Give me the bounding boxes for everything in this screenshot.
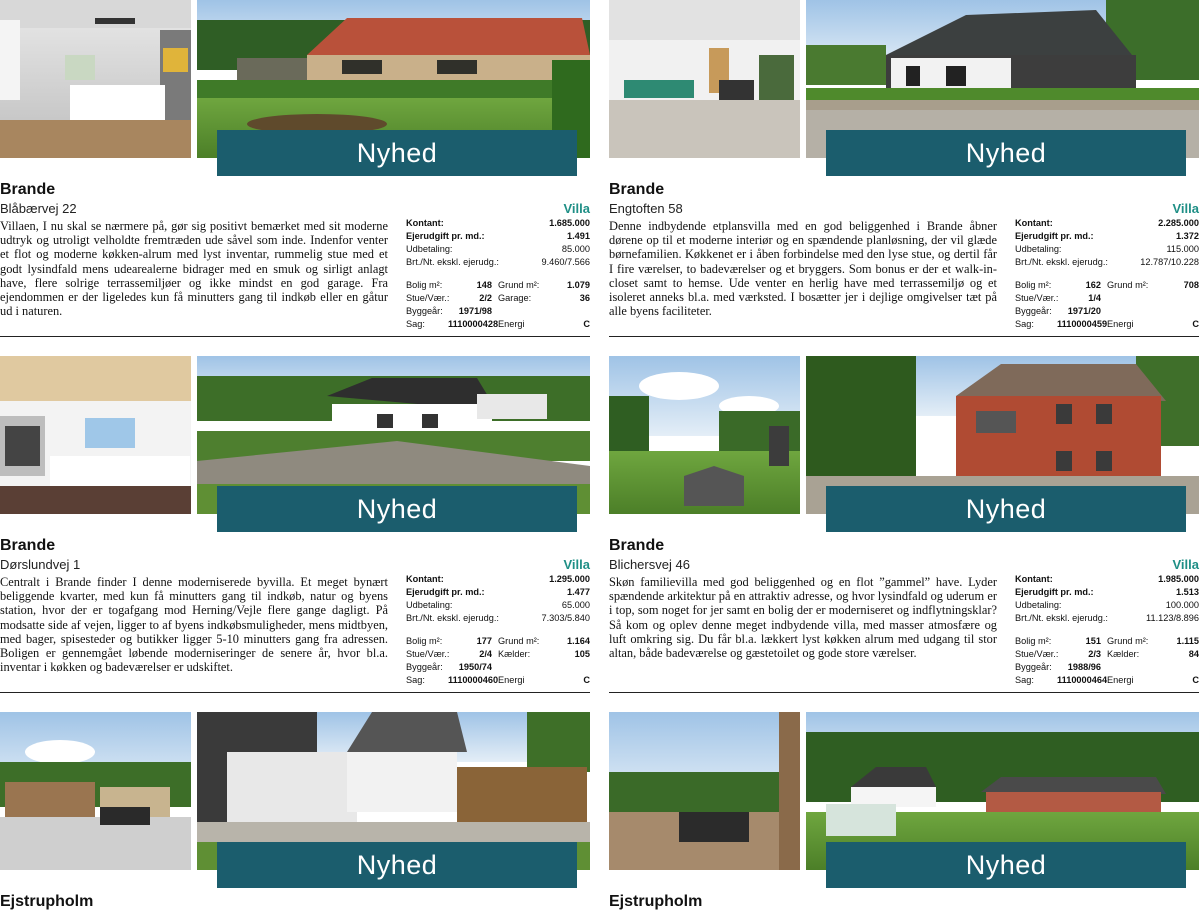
fact-label: Stue/Vær.: [406,649,450,659]
listing-photo-terrace[interactable] [609,712,800,870]
fact-label: Garage: [498,293,532,303]
fact-ejerudgift [406,230,590,243]
fact-value: 1950/74 [458,662,492,672]
listing-address: Dørslundvej 1 [0,557,81,572]
fact-brt-nt [406,256,590,269]
fact-value: 1.372 [1176,231,1199,241]
fact-label: Grund m²: [1107,280,1149,290]
fact-value: 65.000 [561,600,590,610]
fact-ejerudgift [1015,586,1199,599]
fact-kontant [1015,217,1199,230]
fact-value: 2/4 [479,649,492,659]
fact-label: Sag: [406,319,425,329]
fact-udbetaling [406,243,590,256]
fact-value: C [583,675,590,685]
fact-value: 2/3 [1088,649,1101,659]
fact-label: Kontant: [406,218,444,228]
fact-value: 84 [1188,649,1199,659]
fact-label: Grund m²: [1107,636,1149,646]
fact-label: Bolig m²: [1015,636,1052,646]
listing-card-4[interactable] [609,356,1199,696]
listing-photo-terrace[interactable] [0,712,191,870]
fact-label: Energi [1107,675,1134,685]
listing-address: Blåbærvej 22 [0,201,77,216]
property-type: Villa [1172,557,1199,572]
fact-value: 1110000459 [1057,319,1108,329]
fact-label: Udbetaling: [406,244,453,254]
divider [609,336,1199,337]
fact-kontant [406,573,590,586]
fact-label: Ejerudgift pr. md.: [406,231,485,241]
fact-label: Udbetaling: [1015,600,1062,610]
fact-label: Kælder: [1107,649,1140,659]
divider [609,692,1199,693]
listing-photo-interior[interactable] [609,0,800,158]
fact-row [406,674,590,687]
fact-label: Bolig m²: [406,636,443,646]
fact-brt-nt [1015,612,1199,625]
fact-row [406,292,590,305]
fact-label: Brt./Nt. ekskl. ejerudg.: [1015,257,1108,267]
fact-brt-nt [1015,256,1199,269]
fact-label: Sag: [1015,319,1034,329]
fact-row [1015,661,1199,674]
fact-row [406,305,590,318]
fact-brt-nt [406,612,590,625]
fact-row [1015,292,1199,305]
listing-card-3[interactable] [0,356,590,696]
fact-value: 1.079 [567,280,590,290]
fact-label: Udbetaling: [1015,244,1062,254]
fact-label: Grund m²: [498,280,540,290]
listing-facts [406,573,590,687]
fact-value: 1110000428 [448,319,499,329]
new-listing-banner: Nyhed [217,130,577,176]
fact-label: Ejerudgift pr. md.: [406,587,485,597]
fact-label: Energi [498,319,525,329]
divider [0,336,590,337]
fact-udbetaling [1015,599,1199,612]
fact-label: Ejerudgift pr. md.: [1015,587,1094,597]
fact-label: Sag: [1015,675,1034,685]
fact-label: Ejerudgift pr. md.: [1015,231,1094,241]
fact-value: 12.787/10.228 [1140,257,1199,267]
fact-label: Stue/Vær.: [1015,649,1059,659]
fact-label: Kontant: [1015,218,1053,228]
fact-udbetaling [406,599,590,612]
fact-value: 148 [476,280,492,290]
fact-kontant [1015,573,1199,586]
listing-town[interactable]: Brande [0,181,56,198]
fact-label: Byggeår: [1015,662,1052,672]
property-type: Villa [563,201,590,216]
fact-value: 100.000 [1165,600,1199,610]
listing-card-6[interactable] [609,712,1199,917]
listing-description: Centralt i Brande finder I denne moderniserede byvilla. Et meget bynært beliggende kvarter, med kun få minutters gang til indkøb, natur og byens station, hvor der er togafgang mod Herning/Vejle flere gange dagligt. På modsatte side af vejen, ligger to af byens indkøbsmuligheder, mens midtbyen, med bager, spisesteder og butikker ligger 5-10 minutters gang fra adressen. Boligen er gennemgået løbende moderniseringer de senere år, hvor bl.a. inventar i køkken og badeværelser er udskiftet. [0,575,388,675]
fact-label: Udbetaling: [406,600,453,610]
fact-value: 1.491 [567,231,590,241]
fact-value: 1/4 [1088,293,1101,303]
fact-label: Kontant: [1015,574,1053,584]
listing-address: Blichersvej 46 [609,557,690,572]
fact-row [406,279,590,292]
fact-row [406,661,590,674]
fact-value: 162 [1085,280,1101,290]
listing-description: Villaen, I nu skal se nærmere på, gør sig positivt bemærket med sit moderne udtryk og utroligt velholdte fremtræden ude såvel som inde. Indenfor venter et flot og moderne køkken-alrum med lyst inventar, rummelig stue med et godt lysindfald mens udearealerne bidrager med en smuk og sirligt anlagt have, flere solrige terrassemiljøer og ikke mindst en god garage. Fra ejendommen er der ligeledes kun få minutters gang til indkøb eller en gåtur ud i naturen. [0,219,388,319]
fact-value: 1971/98 [458,306,492,316]
fact-value: 105 [574,649,590,659]
listing-address: Engtoften 58 [609,201,683,216]
fact-value: 1110000460 [448,675,499,685]
listing-card-1[interactable] [0,0,590,340]
listing-card-2[interactable] [609,0,1199,340]
fact-label: Energi [498,675,525,685]
listing-town[interactable]: Brande [0,537,56,554]
fact-row [1015,318,1199,331]
fact-value: 151 [1085,636,1101,646]
fact-value: 177 [476,636,492,646]
fact-value: 1.685.000 [549,218,590,228]
listing-description: Denne indbydende etplansvilla med en god beliggenhed i Brande åbner dørene op til et moderne interiør og en spændende planløsning, der vil glæde børnefamilien. Køkkenet er i åben forbindelse med den lyse stue, og dertil får I fire værelser, to badeværelser og et bryggers. Som bonus er der et walk-in-closet samt to hemse. Ude venter en herlig have med terrassemiljø og et isoleret anneks bl.a. med værksted. I bosætter jer i dejlige omgivelser tæt på alle byens faciliteter. [609,219,997,319]
fact-label: Bolig m²: [406,280,443,290]
property-type: Villa [563,557,590,572]
fact-row [1015,305,1199,318]
fact-label: Grund m²: [498,636,540,646]
listing-photo-interior[interactable] [0,0,191,158]
fact-label: Kontant: [406,574,444,584]
fact-row [1015,279,1199,292]
listing-town[interactable]: Ejstrupholm [609,893,703,910]
fact-value: 2.285.000 [1158,218,1199,228]
fact-value: 1.985.000 [1158,574,1199,584]
listing-description: Skøn familievilla med god beliggenhed og en flot ”gammel” have. Lyder spændende arkitektur på en attraktiv adresse, og hvor lysindfald og uderum er i top, som noget for jer samt en bolig der er moderniseret og indflytningsklar? Så kom og oplev denne meget indbydende villa, med masser atmosfære og luft omkring sig. Du får bl.a. lækkert lyst køkken alrum med udgang til stor altan, både badeværelse og gæstetoilet og gode store værelser. [609,575,997,661]
new-listing-banner: Nyhed [217,842,577,888]
new-listing-banner: Nyhed [826,842,1186,888]
listing-photo-garden[interactable] [609,356,800,514]
fact-value: 7.303/5.840 [541,613,590,623]
fact-row [1015,674,1199,687]
fact-value: 1.477 [567,587,590,597]
fact-label: Energi [1107,319,1134,329]
fact-label: Brt./Nt. ekskl. ejerudg.: [406,257,499,267]
fact-value: 1.295.000 [549,574,590,584]
fact-label: Stue/Vær.: [1015,293,1059,303]
fact-value: 36 [579,293,590,303]
fact-value: 11.123/8.896 [1146,613,1199,623]
fact-label: Byggeår: [406,662,443,672]
property-type: Villa [1172,201,1199,216]
fact-value: 1.115 [1176,636,1199,646]
fact-label: Byggeår: [406,306,443,316]
listing-photo-interior[interactable] [0,356,191,514]
fact-label: Byggeår: [1015,306,1052,316]
fact-value: 1.164 [567,636,590,646]
fact-value: 1988/96 [1067,662,1101,672]
fact-ejerudgift [406,586,590,599]
fact-value: C [583,319,590,329]
fact-label: Brt./Nt. ekskl. ejerudg.: [1015,613,1108,623]
new-listing-banner: Nyhed [217,486,577,532]
fact-value: 1110000464 [1057,675,1108,685]
fact-value: 115.000 [1166,244,1199,254]
listing-town[interactable]: Brande [609,181,665,198]
fact-kontant [406,217,590,230]
fact-value: 708 [1183,280,1199,290]
fact-label: Stue/Vær.: [406,293,450,303]
fact-row [406,318,590,331]
fact-value: C [1192,675,1199,685]
fact-label: Kælder: [498,649,531,659]
fact-row [1015,648,1199,661]
fact-value: C [1192,319,1199,329]
listing-town[interactable]: Ejstrupholm [0,893,94,910]
divider [0,692,590,693]
fact-label: Sag: [406,675,425,685]
fact-value: 1971/20 [1067,306,1101,316]
fact-value: 9.460/7.566 [541,257,590,267]
fact-udbetaling [1015,243,1199,256]
new-listing-banner: Nyhed [826,486,1186,532]
fact-value: 85.000 [561,244,590,254]
listing-town[interactable]: Brande [609,537,665,554]
new-listing-banner: Nyhed [826,130,1186,176]
fact-row [406,648,590,661]
fact-row [406,635,590,648]
listing-card-5[interactable] [0,712,590,917]
fact-label: Brt./Nt. ekskl. ejerudg.: [406,613,499,623]
fact-row [1015,635,1199,648]
listing-facts [1015,217,1199,331]
fact-label: Bolig m²: [1015,280,1052,290]
listing-facts [1015,573,1199,687]
fact-value: 1.513 [1176,587,1199,597]
fact-value: 2/2 [479,293,492,303]
listing-facts [406,217,590,331]
fact-ejerudgift [1015,230,1199,243]
